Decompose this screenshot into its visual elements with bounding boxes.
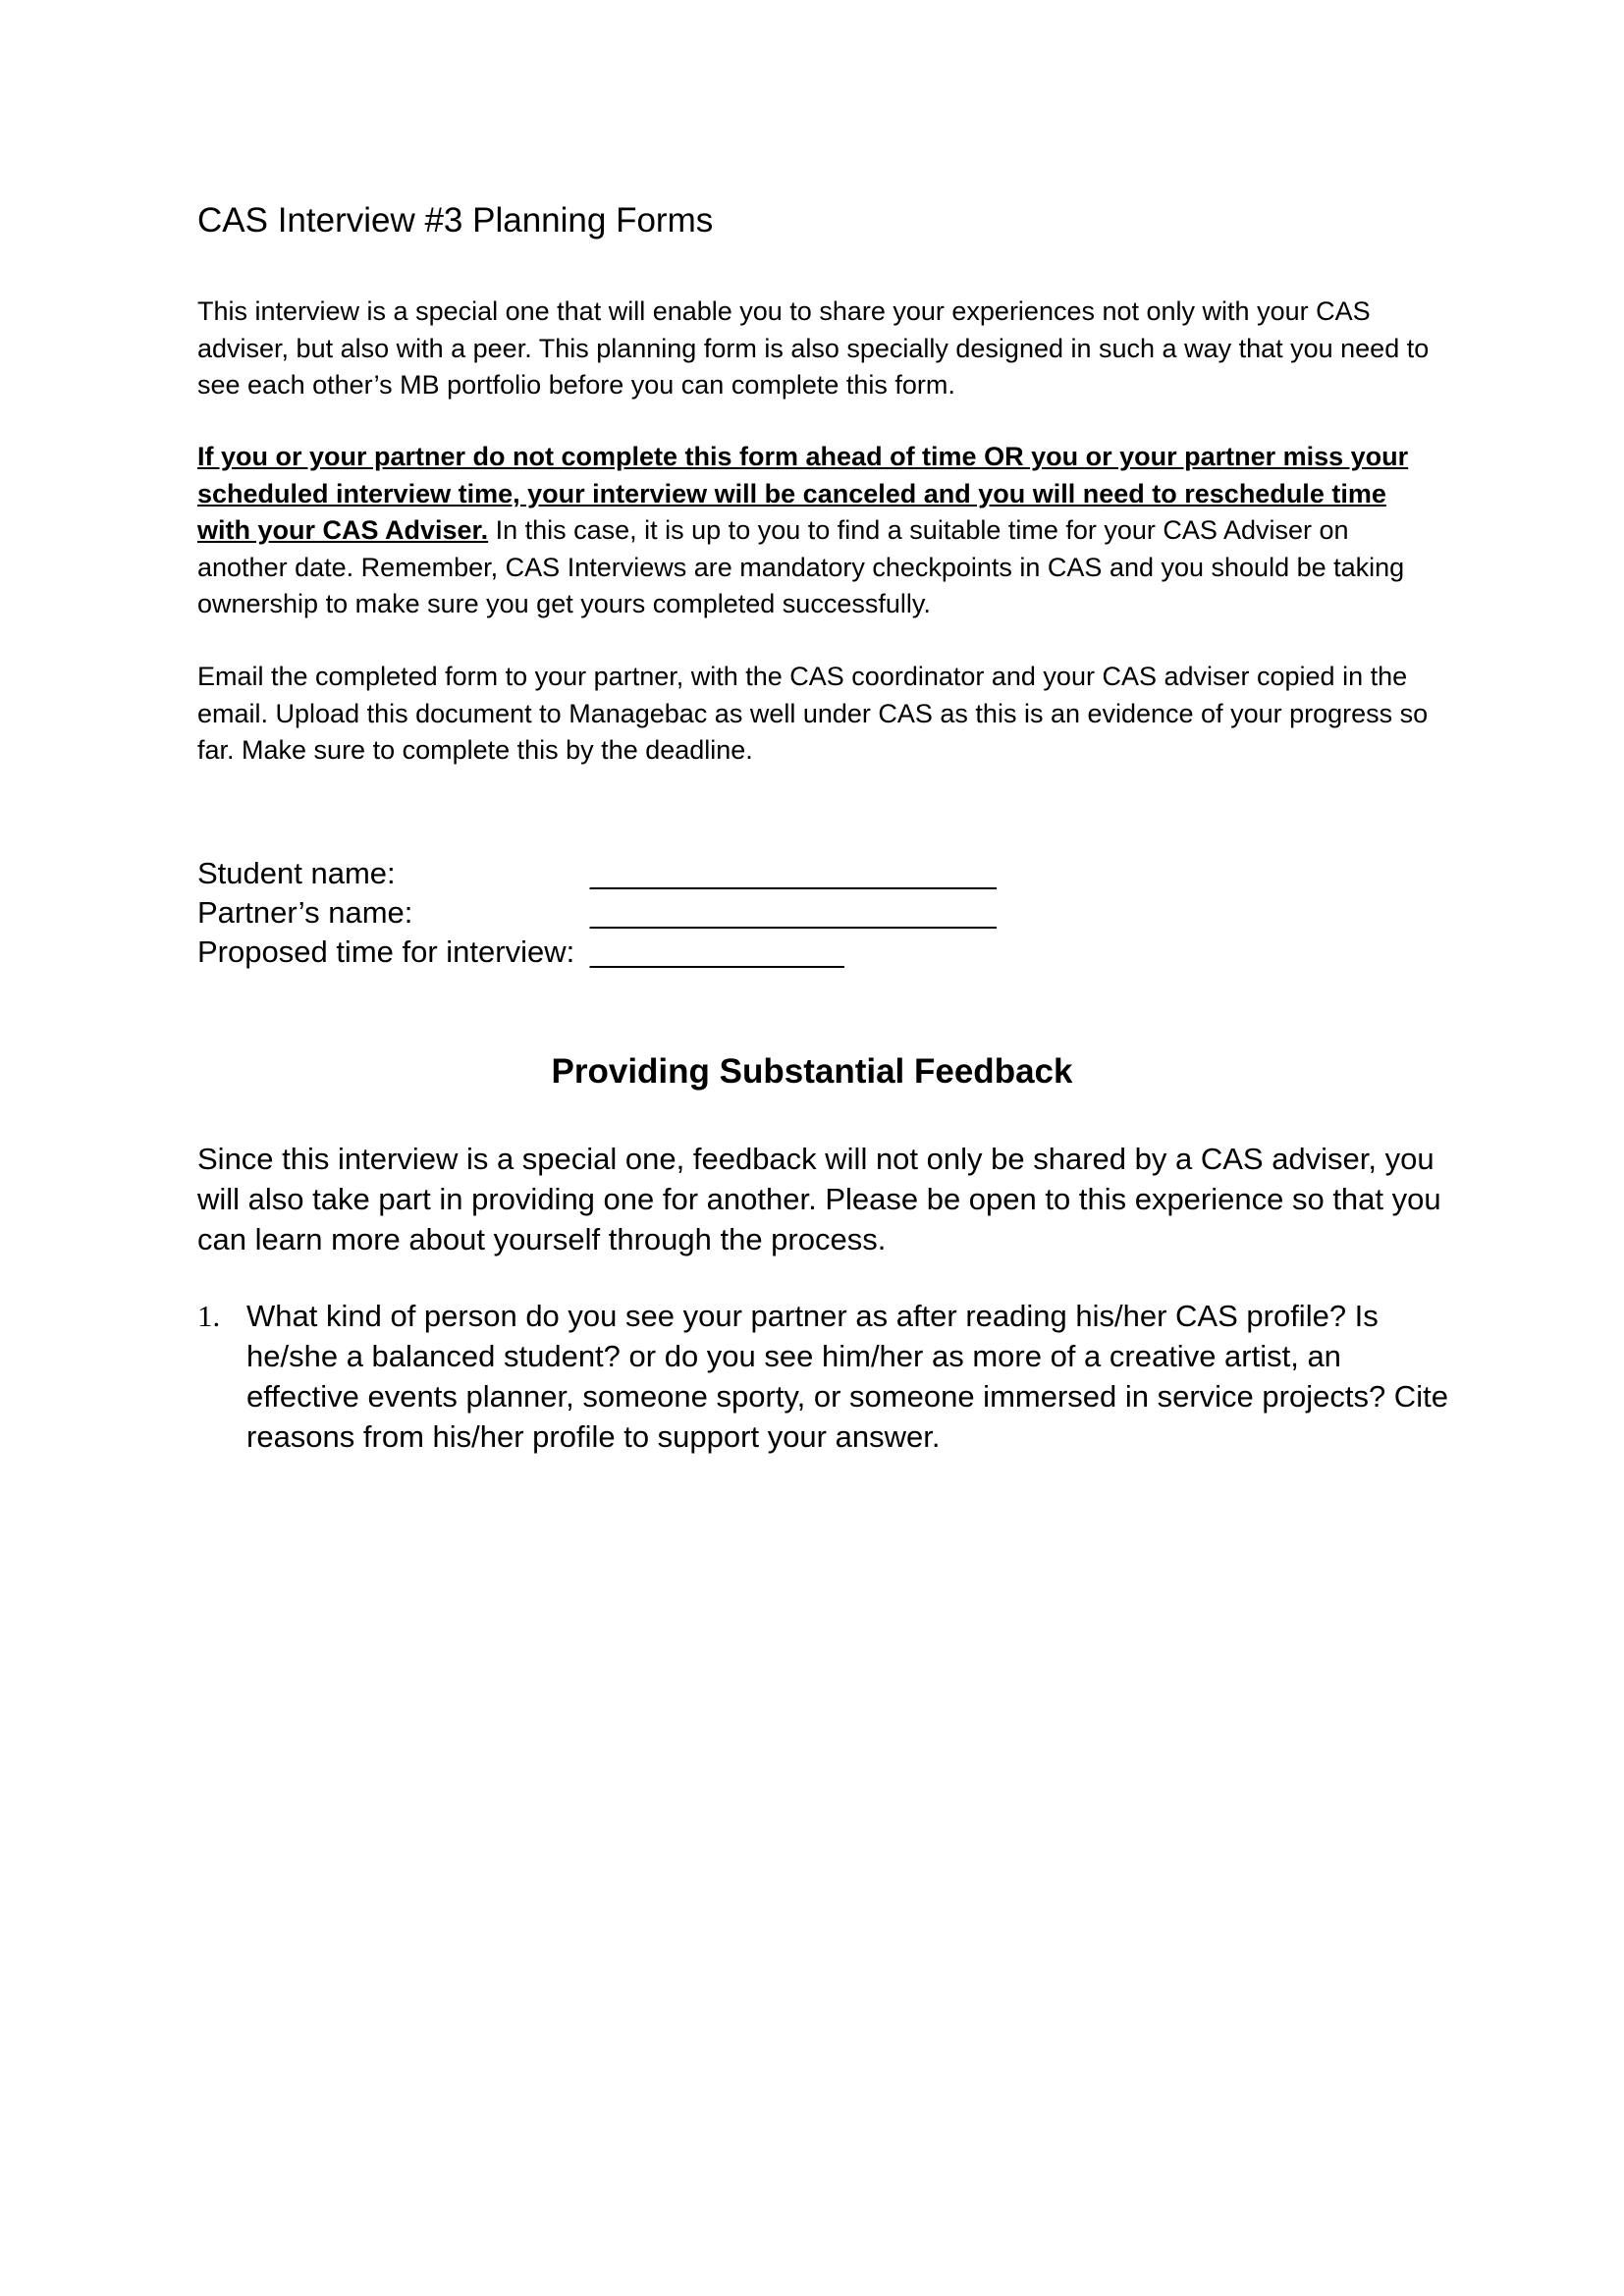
warning-text: If you or your partner do not complete this form ahead of time OR you or your partner miss your scheduled interview time, your interview will be canceled and you will need to reschedule time with your CAS Adviser. <box>197 442 1409 545</box>
proposed-time-label: Proposed time for interview: <box>197 934 575 969</box>
partner-name-label: Partner’s name: <box>197 895 413 930</box>
student-name-blank[interactable]: ________________________ <box>590 856 997 890</box>
question-item <box>197 1296 1454 1457</box>
warning-followup-text: In this case, it is up to you to find a suitable time for your CAS Adviser on another date. Remember, CAS Interviews are mandatory checkpoints in CAS and you should be taking ownership to make sure you get yours completed successfully. <box>197 515 1405 618</box>
proposed-time-blank[interactable]: _______________ <box>590 934 844 969</box>
intro-paragraph: This interview is a special one that will enable you to share your experiences not only with your CAS adviser, but also with a peer. This planning form is also specially designed in such a way that you need to see each other’s MB portfolio before you can complete this form. <box>197 296 1430 400</box>
partner-name-blank[interactable]: ________________________ <box>590 895 997 930</box>
warning-paragraph <box>197 439 1444 623</box>
question-text: What kind of person do you see your partner as after reading his/her CAS profile? Is he/she a balanced student? or do you see him/her as more of a creative artist, an effective events planner, someone sporty, or someone immersed in service projects? Cite reasons from his/her profile to support your answer. <box>246 1299 1448 1454</box>
partner-name-field <box>197 893 997 933</box>
proposed-time-field <box>197 933 844 972</box>
page-title: CAS Interview #3 Planning Forms <box>197 201 714 240</box>
section-heading: Providing Substantial Feedback <box>551 1052 1073 1091</box>
student-name-label: Student name: <box>197 856 396 890</box>
student-name-field <box>197 854 997 893</box>
email-instructions-paragraph: Email the completed form to your partner, with the CAS coordinator and your CAS adviser copied in the email. Upload this document to Managebac as well under CAS as this is an evidence of your progress so far. Make sure to complete this by the deadline. <box>197 662 1429 765</box>
question-number: 1. <box>197 1299 221 1333</box>
feedback-intro-paragraph: Since this interview is a special one, feedback will not only be shared by a CAS adviser, you will also take part in providing one for another. Please be open to this experience so that you can learn more about yourself through the process. <box>197 1142 1441 1256</box>
